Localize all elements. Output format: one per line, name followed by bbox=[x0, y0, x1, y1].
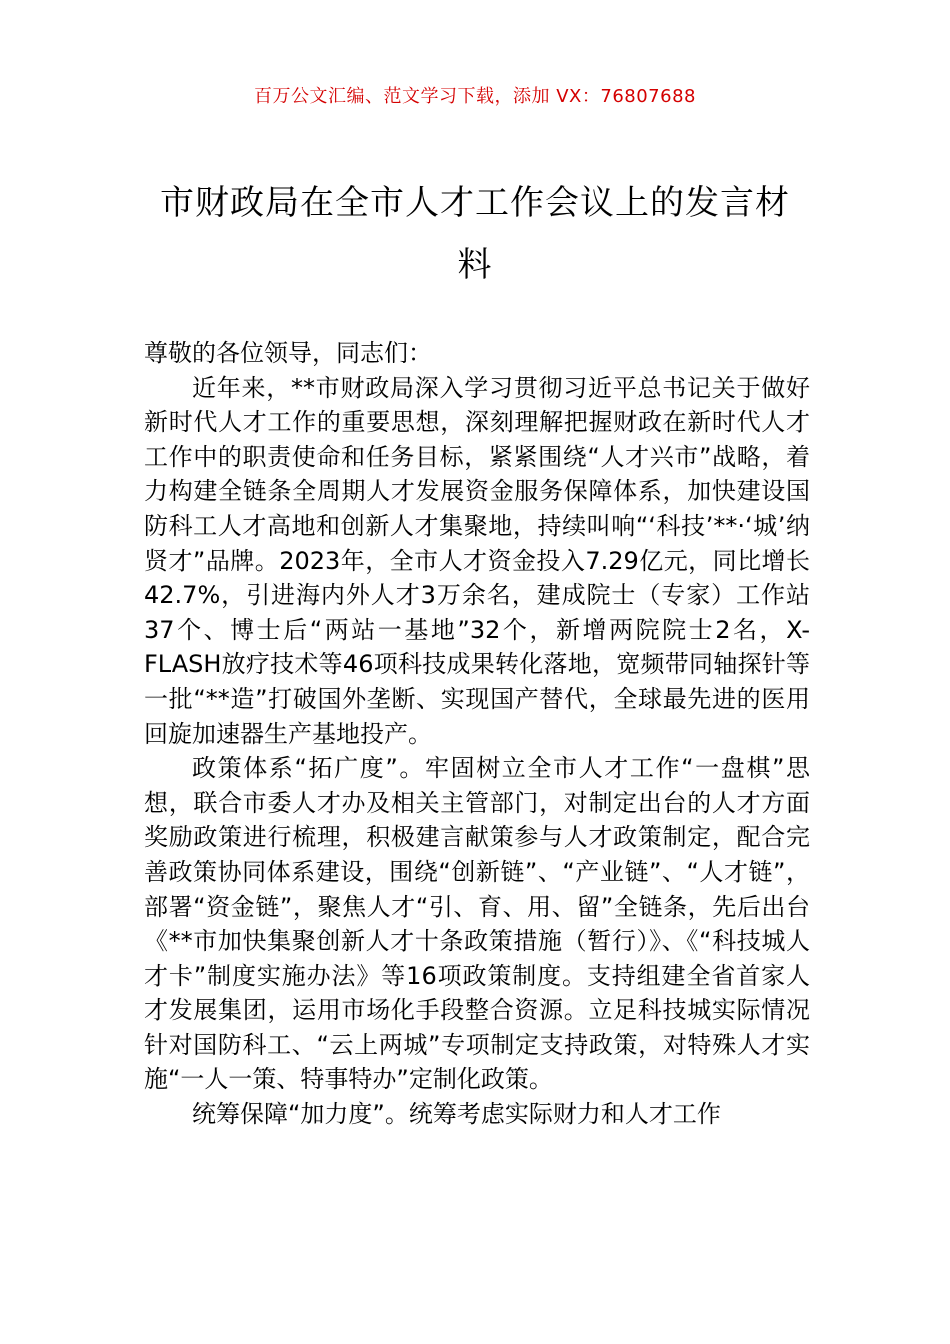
header-watermark-note: 百万公文汇编、范文学习下载，添加 VX：76807688 bbox=[254, 86, 696, 107]
document-body bbox=[144, 336, 810, 1132]
paragraph-policy-system: 政策体系“拓广度”。牢固树立全市人才工作“一盘棋”思想，联合市委人才办及相关主管部门，对制定出台的人才方面奖励政策进行梳理，积极建言献策参与人才政策制定，配合完善政策协同体系建设，围绕“创新链”、“产业链”、“人才链”，部署“资金链”，聚焦人才“引、育、用、留”全链条，先后出台《**市加快集聚创新人才十条政策措施（暂行）》、《“科技城人才卡”制度实施办法》等16项政策制度。支持组建全省首家人才发展集团，运用市场化手段整合资源。立足科技城实际情况针对国防科工、“云上两城”专项制定支持政策，对特殊人才实施“一人一策、特事特办”定制化政策。 bbox=[144, 754, 810, 1094]
document-title: 市财政局在全市人才工作会议上的发言材料 bbox=[160, 183, 790, 285]
salutation: 尊敬的各位领导，同志们： bbox=[144, 339, 432, 367]
paragraph-overall-guarantee: 统筹保障“加力度”。统筹考虑实际财力和人才工作 bbox=[192, 1100, 721, 1129]
paragraph-intro: 近年来，**市财政局深入学习贯彻习近平总书记关于做好新时代人才工作的重要思想，深刻理解把握财政在新时代人才工作中的职责使命和任务目标，紧紧围绕“人才兴市”战略，着力构建全链条全周期人才发展资金服务保障体系，加快建设国防科工人才高地和创新人才集聚地，持续叫响“‘科技’**·‘城’纳贤才”品牌。2023年，全市人才资金投入7.29亿元，同比增长42.7%，引进海内外人才3万余名，建成院士（专家）工作站37个、博士后“两站一基地”32个，新增两院院士2名，X-FLASH放疗技术等46项科技成果转化落地，宽频带同轴探针等一批“**造”打破国外垄断、实现国产替代，全球最先进的医用回旋加速器生产基地投产。 bbox=[144, 373, 810, 748]
